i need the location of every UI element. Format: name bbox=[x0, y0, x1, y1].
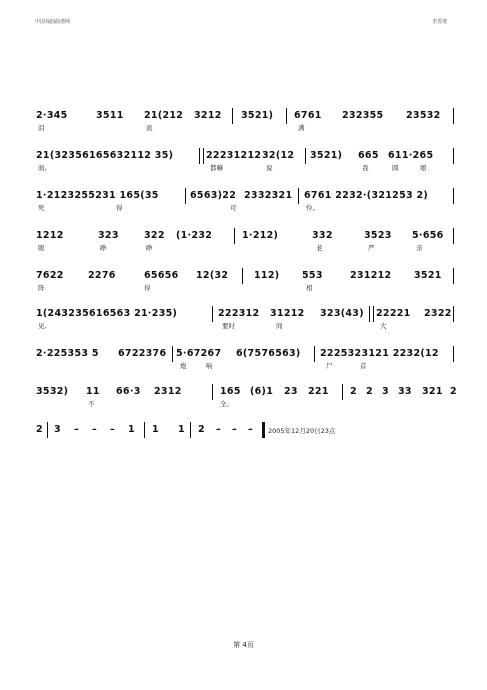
barline bbox=[185, 188, 186, 204]
barline bbox=[212, 306, 213, 322]
note-group: 7622 bbox=[36, 270, 64, 281]
note-group: 2 bbox=[366, 386, 373, 397]
note-group: – bbox=[92, 424, 98, 435]
note-group: 665 bbox=[358, 150, 379, 161]
barline bbox=[190, 422, 191, 438]
note-group: 323 bbox=[98, 230, 119, 241]
lyric: 死 bbox=[38, 204, 45, 212]
note-group: 6722376 bbox=[118, 348, 167, 359]
note-group: 321 bbox=[422, 386, 443, 397]
lyric: 首 bbox=[360, 362, 367, 370]
lyric: 相 bbox=[306, 284, 313, 292]
note-group: 23532 bbox=[406, 110, 441, 121]
note-group: 2332321 bbox=[244, 190, 293, 201]
lyric: 娘 bbox=[420, 164, 427, 172]
note-group: 3 bbox=[382, 386, 389, 397]
note-group: 1 bbox=[178, 424, 185, 435]
note-group: 221 bbox=[308, 386, 329, 397]
lyric: 亲 bbox=[416, 244, 423, 252]
lyric: 严 bbox=[368, 244, 375, 252]
author-name: 李香谱 bbox=[432, 19, 448, 25]
note-group: 112) bbox=[254, 270, 280, 281]
note-group: 6761 bbox=[294, 110, 322, 121]
note-group: 5·656 bbox=[412, 230, 444, 241]
note-group: 2·345 bbox=[36, 110, 68, 121]
barline bbox=[242, 268, 243, 284]
note-group: 66·3 bbox=[116, 386, 141, 397]
page-number: 第 4页 bbox=[233, 641, 254, 649]
note-group: 12(32 bbox=[196, 270, 229, 281]
barline bbox=[453, 188, 454, 204]
barline bbox=[369, 306, 374, 322]
barline bbox=[453, 346, 454, 362]
note-group: 165 bbox=[220, 386, 241, 397]
lyric: 大 bbox=[380, 322, 387, 330]
note-group: 222312 bbox=[218, 308, 260, 319]
note-group: 1 bbox=[128, 424, 135, 435]
lyric: 全。 bbox=[220, 400, 233, 408]
note-group: 6563)22 bbox=[190, 190, 237, 201]
lyric: 间 bbox=[276, 322, 283, 330]
note-group: 33 bbox=[398, 386, 412, 397]
note-group: 5·67267 bbox=[176, 348, 222, 359]
note-group: 3521 bbox=[414, 270, 442, 281]
date-note: 2005年12月20日23点 bbox=[268, 427, 336, 435]
note-group: 22231212 bbox=[206, 150, 262, 161]
note-group: 2322 bbox=[424, 308, 452, 319]
note-group: 22221 bbox=[376, 308, 411, 319]
site-name: 中国戏曲曲谱网 bbox=[35, 19, 71, 25]
note-group: 332 bbox=[312, 230, 333, 241]
lyric: 炮 bbox=[180, 362, 187, 370]
barline bbox=[453, 148, 454, 164]
lyric: 睁 bbox=[100, 244, 107, 252]
note-group: 3511 bbox=[96, 110, 124, 121]
note-group: – bbox=[74, 424, 80, 435]
note-group: 553 bbox=[302, 270, 323, 281]
note-group: 1(243235616563 21·235) bbox=[36, 308, 178, 319]
note-group: 611·265 bbox=[388, 150, 434, 161]
note-group: 1·2123255231 165(35 bbox=[36, 190, 159, 201]
barline bbox=[314, 346, 315, 362]
barline bbox=[212, 384, 213, 400]
note-group: – bbox=[248, 424, 254, 435]
note-group: 3521) bbox=[310, 150, 343, 161]
lyric: 不 bbox=[88, 400, 95, 408]
note-group: – bbox=[232, 424, 238, 435]
lyric: 怜。 bbox=[306, 204, 319, 212]
note-group: 232355 bbox=[342, 110, 384, 121]
note-group: 3532) bbox=[36, 386, 69, 397]
lyric: 可 bbox=[230, 204, 237, 212]
barline bbox=[342, 384, 343, 400]
note-group: 323(43) bbox=[320, 308, 364, 319]
note-group: 23 bbox=[284, 386, 298, 397]
barline bbox=[453, 268, 454, 284]
barline bbox=[47, 422, 48, 438]
note-group: 2 bbox=[36, 424, 43, 435]
lyric: 满 bbox=[298, 124, 305, 132]
final-barline bbox=[262, 422, 265, 438]
note-group: 2 bbox=[450, 386, 457, 397]
lyric: 响 bbox=[206, 362, 213, 370]
note-group: 1212 bbox=[36, 230, 64, 241]
barline bbox=[453, 228, 454, 244]
lyric: 要时 bbox=[222, 322, 235, 330]
note-group: 3212 bbox=[194, 110, 222, 121]
barline bbox=[234, 228, 235, 244]
lyric: 圆 bbox=[392, 164, 399, 172]
note-group: – bbox=[110, 424, 116, 435]
note-group: 6761 2232·(321253 2) bbox=[304, 190, 429, 201]
note-group: 11 bbox=[86, 386, 100, 397]
barline bbox=[286, 108, 287, 124]
note-group: 3523 bbox=[364, 230, 392, 241]
note-group: 231212 bbox=[350, 270, 392, 281]
lyric: 老 bbox=[316, 244, 323, 252]
note-group: 1 bbox=[152, 424, 159, 435]
barline bbox=[453, 306, 454, 322]
note-group: 3 bbox=[54, 424, 61, 435]
lyric: 阵 bbox=[38, 284, 45, 292]
barline bbox=[232, 108, 233, 124]
note-group: (1·232 bbox=[176, 230, 213, 241]
lyric: 都嘛 bbox=[210, 164, 223, 172]
lyric: 面, bbox=[38, 164, 47, 172]
note-group: 65656 bbox=[144, 270, 179, 281]
lyric: 眼 bbox=[38, 244, 45, 252]
barline bbox=[453, 108, 454, 124]
note-group: (6)1 bbox=[250, 386, 274, 397]
note-group: 2312 bbox=[154, 386, 182, 397]
lyric: 得 bbox=[144, 284, 151, 292]
note-group: 322 bbox=[144, 230, 165, 241]
note-group: 31212 bbox=[270, 308, 305, 319]
lyric: 得 bbox=[116, 204, 123, 212]
lyric: 睁 bbox=[146, 244, 153, 252]
barline bbox=[298, 188, 299, 204]
lyric: 见, bbox=[38, 322, 47, 330]
lyric: 泪 bbox=[38, 124, 45, 132]
lyric: 尸 bbox=[326, 362, 333, 370]
note-group: 21(32356165632112 35) bbox=[36, 150, 174, 161]
barline bbox=[172, 346, 173, 362]
note-group: 21(212 bbox=[144, 110, 184, 121]
note-group: – bbox=[216, 424, 222, 435]
note-group: 2·225353 5 bbox=[36, 348, 99, 359]
note-group: 2225323121 2232(12 bbox=[320, 348, 439, 359]
barline bbox=[144, 422, 145, 438]
note-group: 2 bbox=[350, 386, 357, 397]
note-group: 2 bbox=[198, 424, 205, 435]
note-group: 2276 bbox=[88, 270, 116, 281]
barline bbox=[305, 148, 306, 164]
lyric: 我 bbox=[362, 164, 369, 172]
note-group: 3521) bbox=[241, 110, 274, 121]
lyric: 流 bbox=[146, 124, 153, 132]
barline bbox=[199, 148, 204, 164]
note-group: 32(12 bbox=[262, 150, 295, 161]
note-group: 1·212) bbox=[242, 230, 279, 241]
note-group: 6(7576563) bbox=[236, 348, 301, 359]
lyric: 说 bbox=[266, 164, 273, 172]
